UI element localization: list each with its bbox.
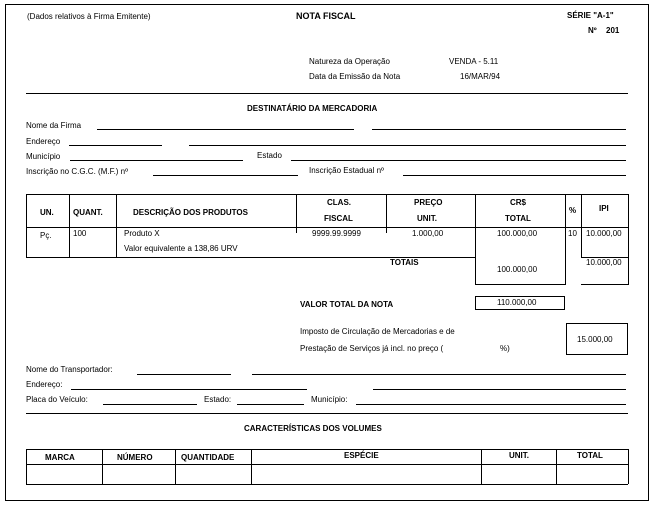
transp-municipio-field[interactable]	[356, 404, 626, 405]
col-total: TOTAL	[505, 214, 531, 223]
vol-col-numero: NÚMERO	[117, 453, 153, 462]
divider-2	[26, 413, 628, 414]
row-un: Pç.	[40, 231, 52, 240]
row-descricao-2: Valor equivalente a 138,86 URV	[124, 244, 238, 253]
row-total: 100.000,00	[497, 229, 538, 238]
numero-label: Nº	[588, 26, 597, 35]
endereco-field-2[interactable]	[189, 145, 626, 146]
vol-col-especie: ESPÉCIE	[344, 451, 379, 460]
natureza-value: VENDA - 5.11	[449, 57, 499, 66]
col-unit: UNIT.	[417, 214, 437, 223]
placa-field[interactable]	[103, 404, 197, 405]
estado-field[interactable]	[291, 160, 626, 161]
endereco-field[interactable]	[69, 145, 162, 146]
icms-line-2: Prestação de Serviços já incl. no preço (	[300, 344, 444, 353]
col-quant: QUANT.	[73, 208, 103, 217]
inscricao-estadual-label: Inscrição Estadual nº	[309, 166, 384, 175]
transp-endereco-field[interactable]	[71, 389, 307, 390]
col-un: UN.	[40, 208, 54, 217]
numero-value: 201	[606, 26, 620, 35]
transportador-field[interactable]	[137, 374, 231, 375]
col-fiscal: FISCAL	[324, 214, 353, 223]
transp-endereco-label: Endereço:	[26, 380, 63, 389]
data-emissao-label: Data da Emissão da Nota	[309, 72, 401, 81]
vol-col-total: TOTAL	[577, 451, 603, 460]
valor-total-box	[475, 296, 565, 310]
row-clas: 9999.99.9999	[312, 229, 361, 238]
row-percent: 10	[568, 229, 577, 238]
row-quant: 100	[73, 229, 87, 238]
icms-percent-suffix: %)	[500, 344, 510, 353]
estado-label: Estado	[257, 151, 282, 160]
vol-col-marca: MARCA	[45, 453, 75, 462]
col-clas: CLAS.	[327, 198, 351, 207]
placa-label: Placa do Veículo:	[26, 395, 88, 404]
transp-estado-field[interactable]	[237, 404, 304, 405]
transp-estado-label: Estado:	[204, 395, 232, 404]
serie-label: SÉRIE "A-1"	[567, 11, 614, 20]
icms-box	[566, 323, 628, 355]
nome-firma-label: Nome da Firma	[26, 121, 82, 130]
vol-col-quantidade: QUANTIDADE	[181, 453, 235, 462]
cgc-field[interactable]	[153, 175, 298, 176]
data-emissao-value: 16/MAR/94	[460, 72, 501, 81]
row-ipi: 10.000,00	[586, 229, 622, 238]
icms-line-1: Imposto de Circulação de Mercadorias e de	[300, 327, 455, 336]
nome-firma-field[interactable]	[97, 129, 354, 130]
transportador-field-2[interactable]	[252, 374, 626, 375]
totais-value: 100.000,00	[497, 265, 538, 274]
issuer-note: (Dados relativos à Firma Emitente)	[27, 12, 151, 21]
divider	[26, 93, 628, 94]
totais-label: TOTAIS	[390, 258, 419, 267]
valor-total-value: 110.000,00	[497, 298, 537, 307]
municipio-label: Município	[26, 152, 61, 161]
col-ipi: IPI	[599, 204, 609, 213]
destinatario-title: DESTINATÁRIO DA MERCADORIA	[247, 104, 378, 113]
document-title: NOTA FISCAL	[296, 11, 356, 21]
volumes-title: CARACTERÍSTICAS DOS VOLUMES	[244, 424, 382, 433]
row-preco: 1.000,00	[412, 229, 444, 238]
col-descricao: DESCRIÇÃO DOS PRODUTOS	[133, 208, 248, 217]
nome-firma-field-2[interactable]	[372, 129, 626, 130]
vol-col-unit: UNIT.	[509, 451, 529, 460]
inscricao-estadual-field[interactable]	[403, 175, 626, 176]
valor-total-label: VALOR TOTAL DA NOTA	[300, 300, 394, 309]
cgc-label: Inscrição no C.G.C. (M.F.) nº	[26, 167, 129, 176]
col-preco: PREÇO	[414, 198, 443, 207]
totais-ipi: 10.000,00	[586, 258, 622, 267]
natureza-label: Natureza da Operação	[309, 57, 390, 66]
endereco-label: Endereço	[26, 137, 61, 146]
municipio-field[interactable]	[70, 160, 243, 161]
transp-municipio-label: Município:	[311, 395, 348, 404]
col-crs: CR$	[510, 198, 527, 207]
col-percent: %	[569, 206, 577, 215]
transp-endereco-field-2[interactable]	[373, 389, 626, 390]
transportador-label: Nome do Transportador:	[26, 365, 113, 374]
icms-value: 15.000,00	[577, 335, 613, 344]
row-descricao: Produto X	[124, 229, 160, 238]
